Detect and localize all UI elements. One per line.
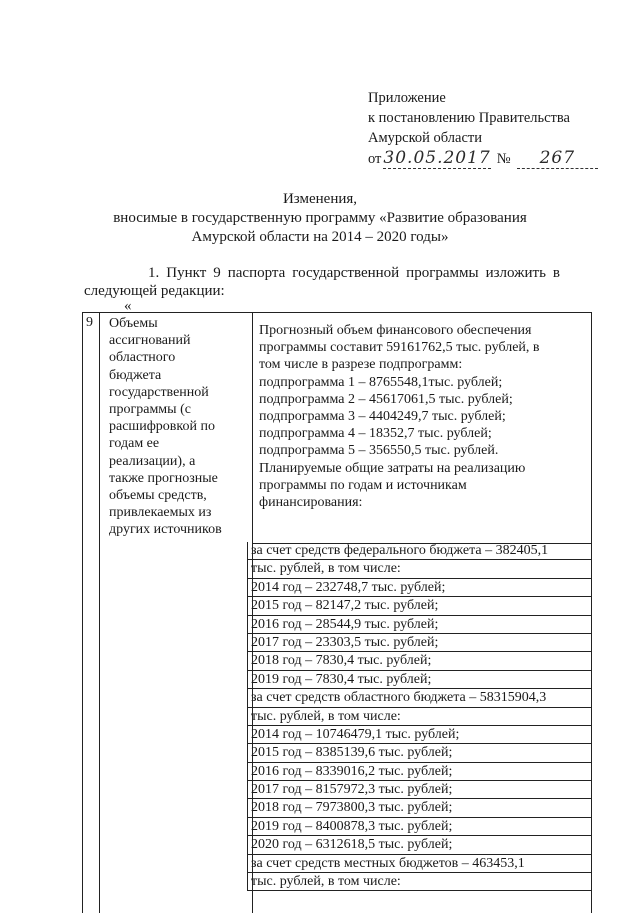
parameter-line: ассигнований [109, 333, 191, 349]
parameter-line: государственной [109, 384, 209, 400]
parameter-cell [109, 315, 249, 539]
parameter-line: Объемы [109, 316, 158, 331]
funding-line: 2015 год – 8385139,6 тыс. рублей; [247, 744, 591, 762]
funding-line: за счет средств областного бюджета – 58315904,3 [247, 689, 591, 707]
funding-line: 2019 год – 8400878,3 тыс. рублей; [247, 818, 591, 836]
funding-line: тыс. рублей, в том числе: [247, 560, 591, 578]
funding-line: 2016 год – 8339016,2 тыс. рублей; [247, 763, 591, 781]
parameter-line: других источников [109, 522, 222, 538]
funding-line: 2018 год – 7973800,3 тыс. рублей; [247, 799, 591, 817]
date-prefix: от [368, 151, 382, 167]
info-line: Прогнозный объем финансового обеспечения [259, 323, 532, 338]
funding-line: 2016 год – 28544,9 тыс. рублей; [247, 616, 591, 634]
row-number: 9 [86, 315, 93, 330]
parameter-line: привлекаемых из [109, 505, 212, 521]
info-line: подпрограмма 2 – 45617061,5 тыс. рублей; [259, 391, 513, 407]
info-cell [259, 322, 589, 511]
approval-line-3: Амурской области [368, 130, 482, 146]
intro-paragraph: 1. Пункт 9 паспорта государственной программы изложить в следующей редакции: [84, 265, 560, 299]
funding-line: тыс. рублей, в том числе: [247, 708, 591, 726]
funding-line: тыс. рублей, в том числе: [247, 873, 591, 891]
info-line: программы по годам и источникам [259, 477, 467, 493]
info-line: подпрограмма 4 – 18352,7 тыс. рублей; [259, 426, 492, 442]
number-prefix: № [496, 151, 511, 167]
parameter-line: бюджета [109, 367, 162, 383]
funding-line: 2017 год – 23303,5 тыс. рублей; [247, 634, 591, 652]
info-line: том числе в разрезе подпрограмм: [259, 357, 463, 373]
title-line-3: Амурской области на 2014 – 2020 годы» [191, 229, 449, 245]
info-line: программы составит 59161762,5 тыс. рублей, в [259, 340, 540, 356]
document-title [80, 190, 560, 247]
info-line: подпрограмма 5 – 356550,5 тыс. рублей. [259, 443, 499, 459]
info-line: подпрограмма 3 – 4404249,7 тыс. рублей; [259, 409, 506, 425]
funding-line: 2015 год – 82147,2 тыс. рублей; [247, 597, 591, 615]
title-line-2: вносимые в государственную программу «Развитие образования [113, 210, 527, 226]
passport-table [82, 312, 592, 913]
funding-line: 2018 год – 7830,4 тыс. рублей; [247, 652, 591, 670]
parameter-line: годам ее [109, 436, 160, 452]
parameter-line: расшифровкой по [109, 419, 215, 435]
handwritten-number: 267 [517, 148, 598, 169]
funding-line: 2020 год – 6312618,5 тыс. рублей; [247, 836, 591, 854]
approval-line-2: к постановлению Правительства [368, 110, 570, 126]
info-line: финансирования: [259, 495, 363, 511]
parameter-line: программы (с [109, 402, 191, 418]
funding-line: 2014 год – 232748,7 тыс. рублей; [247, 579, 591, 597]
parameter-line: областного [109, 350, 176, 366]
funding-line: 2014 год – 10746479,1 тыс. рублей; [247, 726, 591, 744]
approval-date-number-line [368, 148, 598, 169]
parameter-line: также прогнозные [109, 470, 218, 486]
open-quote: « [124, 298, 132, 314]
table-col-number [83, 313, 100, 913]
funding-lines [247, 542, 591, 891]
parameter-line: объемы средств, [109, 488, 207, 504]
parameter-line: реализации), а [109, 453, 196, 469]
handwritten-date: 30.05.2017 [383, 148, 491, 168]
funding-line: за счет средств федерального бюджета – 382405,1 [247, 542, 591, 560]
funding-line: 2019 год – 7830,4 тыс. рублей; [247, 671, 591, 689]
funding-line: 2017 год – 8157972,3 тыс. рублей; [247, 781, 591, 799]
funding-line: за счет средств местных бюджетов – 463453,1 [247, 855, 591, 873]
approval-line-1: Приложение [368, 90, 446, 106]
info-line: Планируемые общие затраты на реализацию [259, 460, 526, 476]
title-line-1: Изменения, [282, 191, 358, 207]
approval-block [368, 88, 598, 169]
info-line: подпрограмма 1 – 8765548,1тыс. рублей; [259, 374, 503, 390]
